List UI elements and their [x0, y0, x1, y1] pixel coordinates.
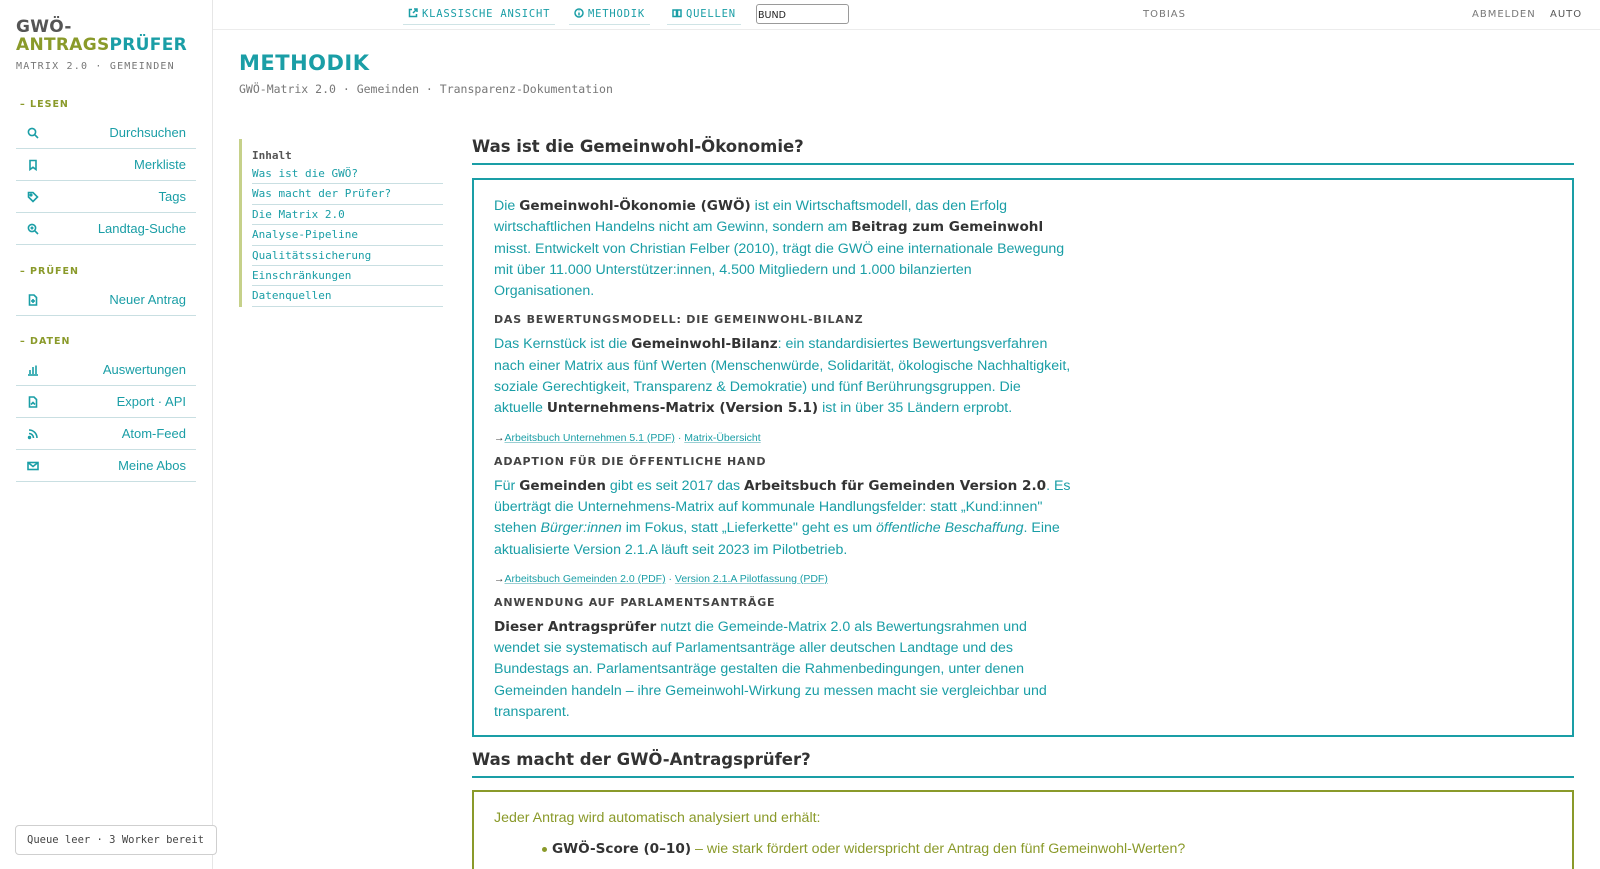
source-links-gemeinden: →Arbeitsbuch Gemeinden 2.0 (PDF) · Version 2.1.A Pilotfassung (PDF) — [494, 572, 828, 585]
book-icon — [672, 8, 682, 21]
toc-link-gwoe[interactable]: Was ist die GWÖ? — [252, 164, 443, 184]
link-matrix-uebersicht[interactable]: Matrix-Übersicht — [684, 431, 761, 444]
rss-icon — [26, 427, 40, 441]
list-item-gwoe-score: GWÖ-Score (0–10) – wie stark fördert oder widerspricht der Antrag den fünf Gemeinwohl-Werten? — [542, 841, 1552, 857]
sidebar-item-auswertungen[interactable] — [16, 354, 196, 386]
new-document-icon — [26, 293, 40, 307]
subheading-anwendung: ANWENDUNG AUF PARLAMENTSANTRÄGE — [494, 595, 776, 609]
sidebar-item-label: Landtag-Suche — [97, 221, 186, 236]
paragraph-gwoe-intro: Die Gemeinwohl-Ökonomie (GWÖ) ist ein Wirtschaftsmodell, das den Erfolg wirtschaftlichen Handelns nicht am Gewinn, sondern am Beitrag zum Gemeinwohl misst. Entwickelt von Christian Felber (2010), trägt die GWÖ eine internationale Bewegung mit über 11.000 Unterstützer:innen, 4.500 Mitgliedern und 1.000 bilanzierten Organisationen. — [494, 198, 1065, 300]
sidebar-item-label: Export · API — [116, 394, 186, 409]
export-document-icon — [26, 395, 40, 409]
sidebar-item-label: Auswertungen — [102, 362, 186, 377]
top-link-quellen[interactable] — [667, 7, 741, 25]
brand-subtitle: MATRIX 2.0 · GEMEINDEN — [16, 61, 175, 72]
bullet-dot-icon — [542, 847, 547, 852]
section-heading-gwoe: Was ist die Gemeinwohl-Ökonomie? — [472, 137, 1574, 165]
user-name: TOBIAS — [1143, 9, 1186, 20]
bar-chart-icon — [26, 363, 40, 377]
top-bar — [213, 0, 1600, 30]
subheading-adaption: ADAPTION FÜR DIE ÖFFENTLICHE HAND — [494, 454, 767, 468]
section-box-pruefer — [472, 790, 1574, 869]
section-heading-pruefer: Was macht der GWÖ-Antragsprüfer? — [472, 750, 1574, 778]
logout-link[interactable]: ABMELDEN — [1472, 9, 1536, 20]
brand-line-2a: ANTRAGS — [16, 35, 110, 55]
top-link-label: QUELLEN — [686, 8, 736, 20]
mail-icon — [26, 459, 40, 473]
page-subtitle: GWÖ-Matrix 2.0 · Gemeinden · Transparenz-Dokumentation — [239, 82, 613, 96]
toc-link-matrix[interactable]: Die Matrix 2.0 — [252, 205, 443, 225]
search-icon — [26, 126, 40, 140]
zoom-search-icon — [26, 222, 40, 236]
toc-link-qualitaet[interactable]: Qualitätssicherung — [252, 246, 443, 266]
subheading-bewertungsmodell: DAS BEWERTUNGSMODELL: DIE GEMEINWOHL-BILANZ — [494, 313, 864, 327]
top-link-label: METHODIK — [588, 8, 645, 20]
paragraph-pruefer-intro: Jeder Antrag wird automatisch analysiert und erhält: — [494, 810, 821, 826]
toc-link-pruefer[interactable]: Was macht der Prüfer? — [252, 184, 443, 204]
sidebar-item-label: Atom-Feed — [121, 426, 186, 441]
top-link-klassische-ansicht[interactable] — [403, 7, 555, 25]
sidebar-item-label: Neuer Antrag — [109, 292, 186, 307]
section-label-pruefen: – PRÜFEN — [20, 266, 79, 277]
paragraph-bilanz: Das Kernstück ist die Gemeinwohl-Bilanz: ein standardisiertes Bewertungsverfahren nach einer Matrix aus fünf Werten (Menschenwürde, Solidarität, ökologische Nachhaltigkeit, soziale Gerechtigkeit, Transparenz & Demokratie) und fünf Berührungsgruppen. Die aktuelle Unternehmens-Matrix (Version 5.1) ist in über 35 Ländern erprobt. — [494, 336, 1071, 417]
sidebar-item-meine-abos[interactable] — [16, 450, 196, 482]
sidebar-item-landtag-suche[interactable] — [16, 213, 196, 245]
sidebar-item-label: Durchsuchen — [109, 125, 186, 140]
section-label-lesen: – LESEN — [20, 99, 69, 110]
page-title: METHODIK — [239, 51, 370, 75]
toc-title: Inhalt — [252, 149, 292, 162]
external-link-icon — [408, 8, 418, 21]
brand-logo[interactable] — [16, 18, 187, 54]
source-links-unternehmen: →Arbeitsbuch Unternehmen 5.1 (PDF) · Matrix-Übersicht — [494, 431, 761, 444]
tag-icon — [26, 190, 40, 204]
info-circle-icon — [574, 8, 584, 21]
sidebar-item-tags[interactable] — [16, 181, 196, 213]
sidebar — [0, 0, 213, 869]
sidebar-item-label: Meine Abos — [118, 458, 186, 473]
table-of-contents — [239, 139, 443, 307]
sidebar-item-atom-feed[interactable] — [16, 418, 196, 450]
section-box-gwoe — [472, 178, 1574, 737]
toc-link-einschraenkungen[interactable]: Einschränkungen — [252, 266, 443, 286]
link-arbeitsbuch-unternehmen[interactable]: Arbeitsbuch Unternehmen 5.1 (PDF) — [504, 431, 675, 444]
sidebar-item-label: Tags — [158, 189, 186, 204]
sidebar-item-label: Merkliste — [133, 157, 186, 172]
paragraph-gemeinden: Für Gemeinden gibt es seit 2017 das Arbeitsbuch für Gemeinden Version 2.0. Es überträgt die Unternehmens-Matrix auf kommunale Handlungsfelder: statt „Kund:innen" stehen Bürger:innen im Fokus, statt „Lieferkette" geht es um öffentliche Beschaffung. Eine aktualisierte Version 2.1.A läuft seit 2023 im Pilotbetrieb. — [494, 477, 1071, 558]
toc-link-pipeline[interactable]: Analyse-Pipeline — [252, 225, 443, 245]
sidebar-item-neuer-antrag[interactable] — [16, 284, 196, 316]
link-pilotfassung[interactable]: Version 2.1.A Pilotfassung (PDF) — [674, 572, 828, 585]
top-link-methodik[interactable] — [569, 7, 650, 25]
paragraph-anwendung: Dieser Antragsprüfer nutzt die Gemeinde-Matrix 2.0 als Bewertungsrahmen und wendet sie systematisch auf Parlamentsanträge aller deutschen Landtage und des Bundestags an. Parlamentsanträge gestalten die Rahmenbedingungen, unter denen Gemeinden handeln – ihre Gemeinwohl-Wirkung zu messen macht sie vergleichbar und transparent. — [494, 618, 1047, 721]
scope-select[interactable]: BUND — [756, 4, 849, 24]
toc-link-datenquellen[interactable]: Datenquellen — [252, 286, 443, 306]
sidebar-item-merkliste[interactable] — [16, 149, 196, 181]
section-label-daten: – DATEN — [20, 336, 71, 347]
brand-line-1: GWÖ- — [16, 17, 72, 37]
sidebar-item-durchsuchen[interactable] — [16, 117, 196, 149]
theme-toggle[interactable]: AUTO — [1550, 9, 1583, 20]
link-arbeitsbuch-gemeinden[interactable]: Arbeitsbuch Gemeinden 2.0 (PDF) — [504, 572, 666, 585]
sidebar-item-export-api[interactable] — [16, 386, 196, 418]
brand-line-2b: PRÜFER — [109, 35, 188, 55]
bookmark-icon — [26, 158, 40, 172]
queue-status: Queue leer · 3 Worker bereit — [15, 825, 217, 855]
top-link-label: KLASSISCHE ANSICHT — [422, 8, 551, 20]
